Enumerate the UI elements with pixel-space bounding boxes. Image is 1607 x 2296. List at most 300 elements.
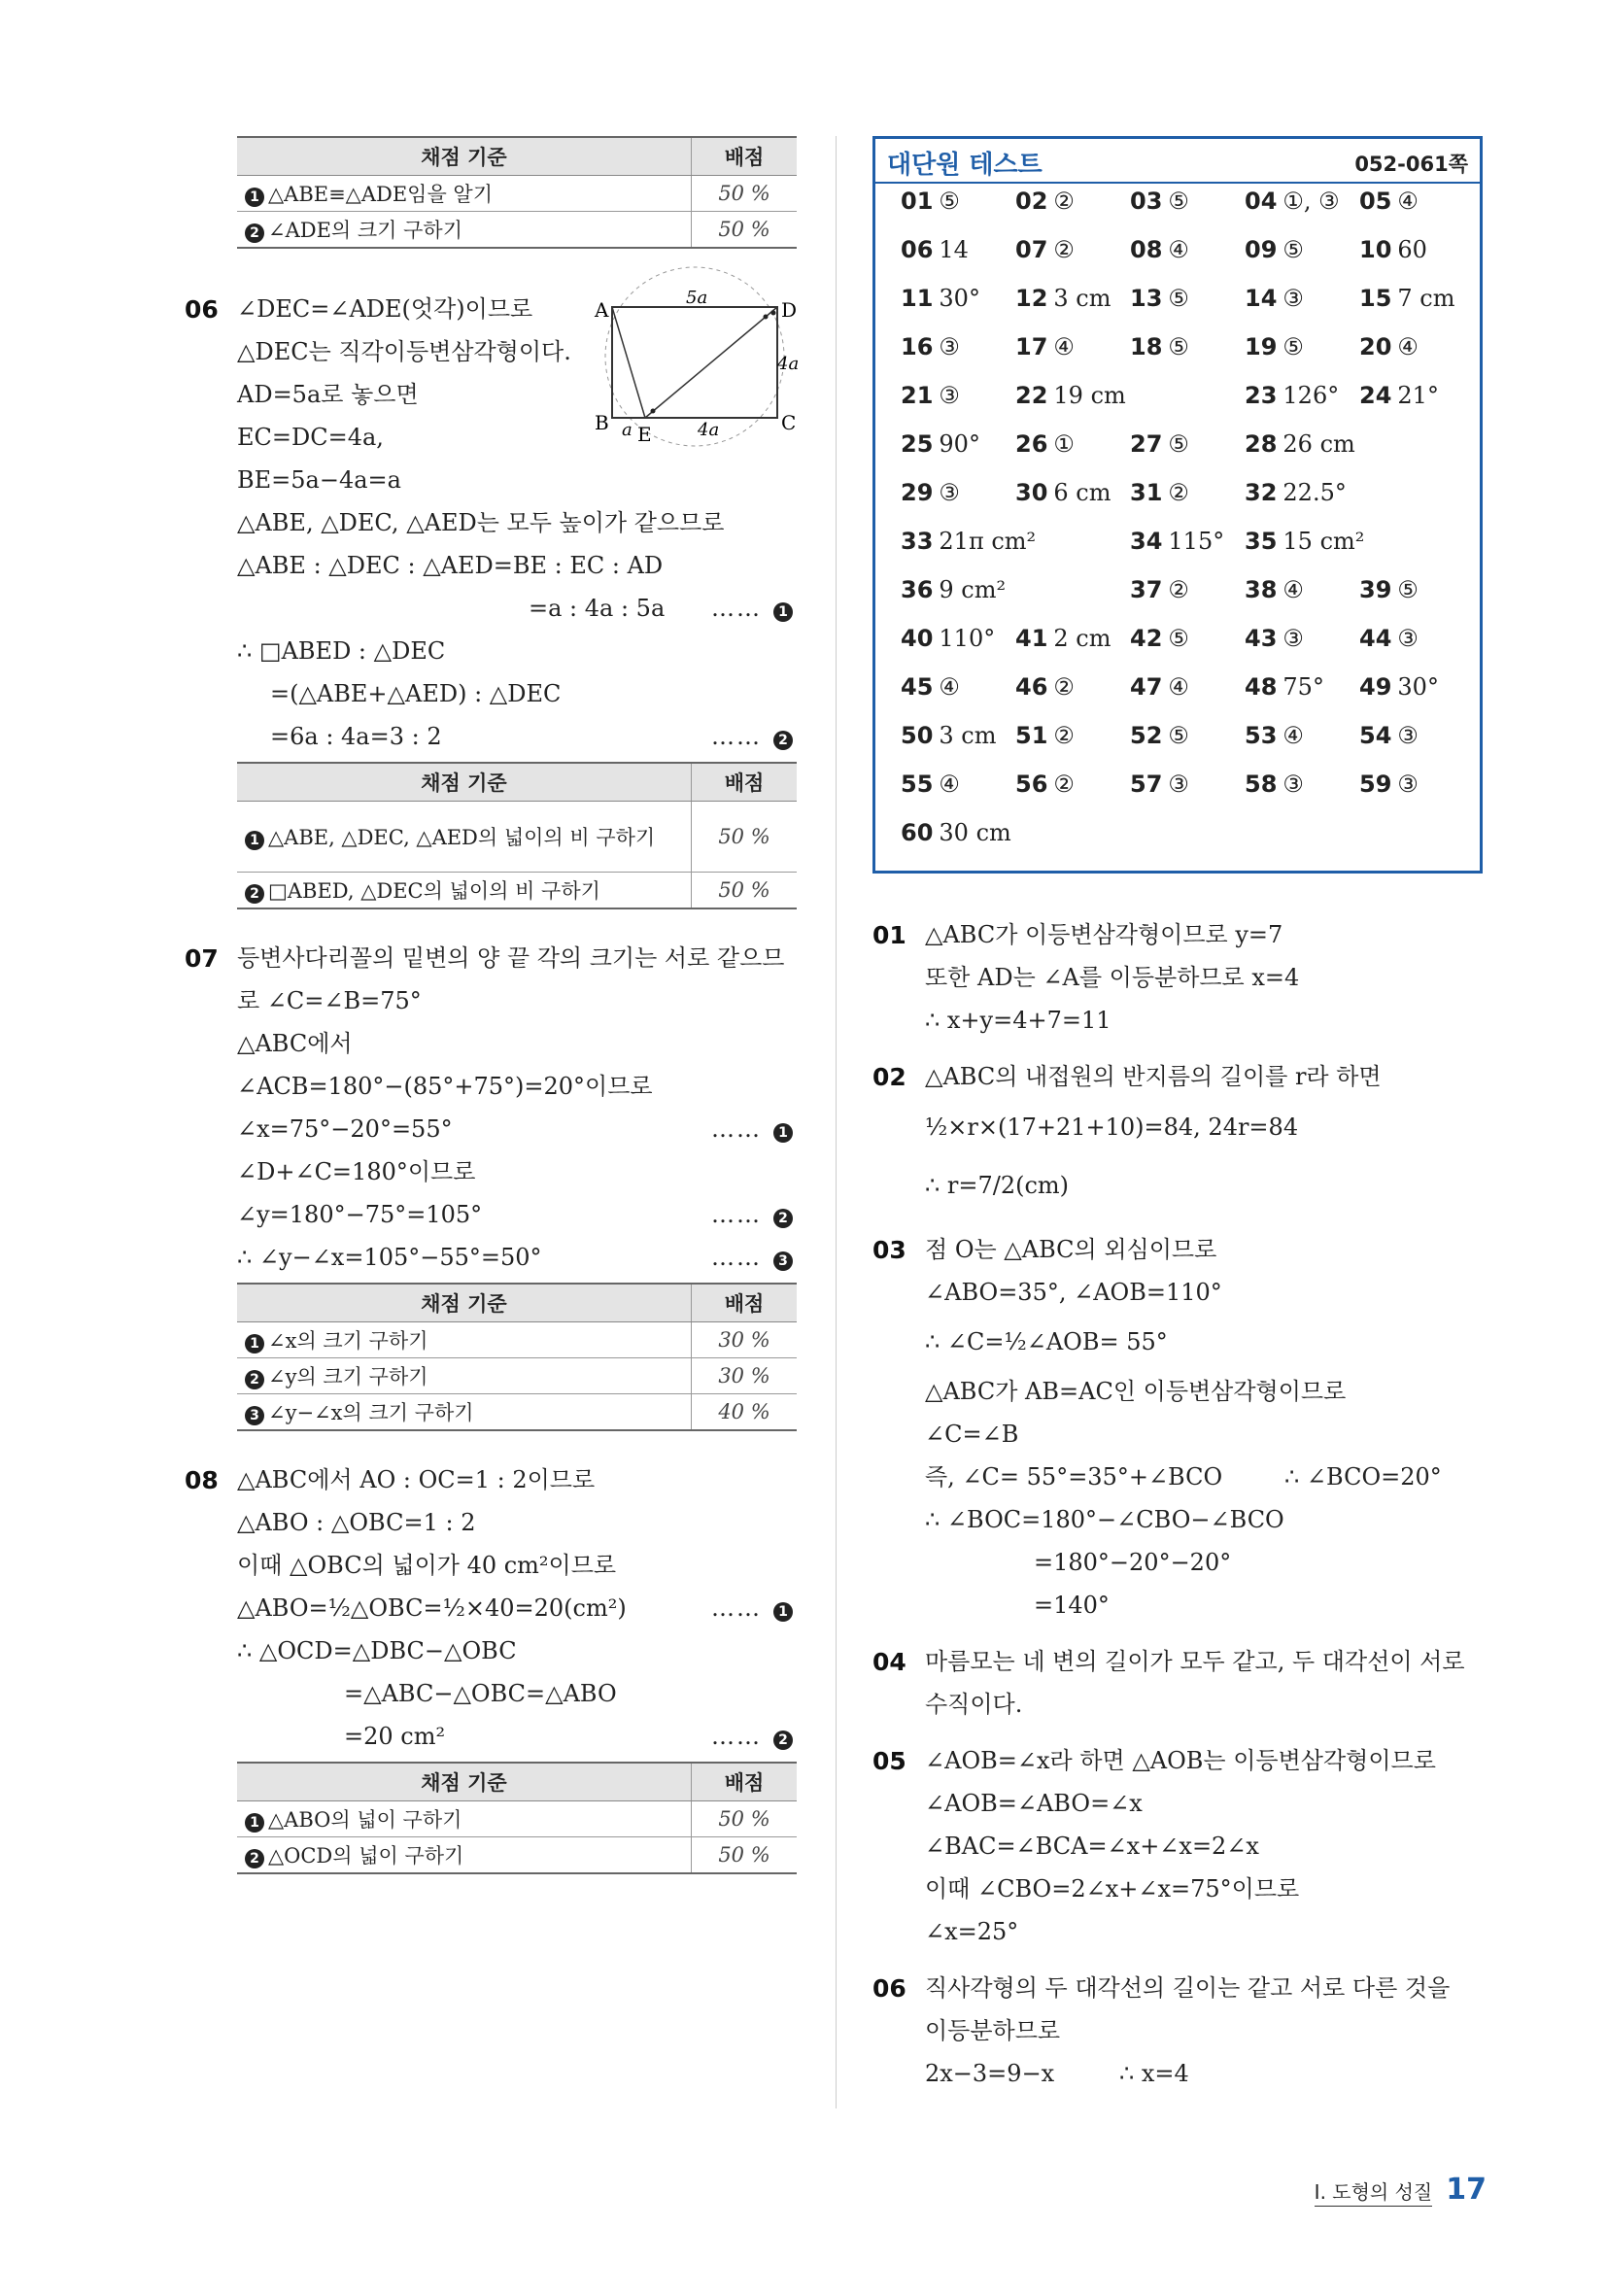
criteria-table-08 bbox=[237, 1762, 797, 1874]
solution-line: 로 ∠C=∠B=75° bbox=[237, 987, 422, 1014]
criteria-text: ∠x의 크기 구하기 bbox=[268, 1329, 428, 1353]
solution-line: ∠AOB=∠ABO=∠x bbox=[925, 1790, 1143, 1817]
answer-number: 36 bbox=[901, 576, 934, 603]
points-header: 배점 bbox=[692, 1284, 798, 1322]
answer-number: 46 bbox=[1015, 673, 1048, 701]
solution-line bbox=[237, 1108, 797, 1150]
answer-number: 29 bbox=[901, 479, 934, 506]
answer-number: 41 bbox=[1015, 625, 1048, 652]
answer-number: 03 bbox=[1130, 188, 1163, 215]
answer-number: 45 bbox=[901, 673, 934, 701]
solution-line bbox=[237, 1715, 797, 1758]
answer-number: 37 bbox=[1130, 576, 1163, 603]
solution-line: △ABC에서 AO : OC=1 : 2이므로 bbox=[237, 1466, 596, 1493]
label-right: 4a bbox=[777, 354, 800, 374]
answer-item bbox=[1245, 285, 1304, 312]
problem-number: 08 bbox=[185, 1466, 219, 1494]
criteria-text: △ABE≡△ADE임을 알기 bbox=[268, 183, 493, 206]
answer-number: 27 bbox=[1130, 430, 1163, 458]
answer-value: 22.5° bbox=[1282, 479, 1347, 506]
answer-value: ⑤ bbox=[1168, 188, 1189, 215]
answer-item bbox=[901, 430, 980, 458]
answer-item bbox=[1245, 382, 1339, 409]
solution-line: AD=5a로 놓으면 bbox=[237, 381, 419, 408]
answer-item bbox=[1245, 528, 1364, 555]
solution-03 bbox=[872, 1228, 1487, 1627]
answer-value: ④ bbox=[1053, 333, 1075, 360]
solution-line: ∠BAC=∠BCA=∠x+∠x=2∠x bbox=[925, 1833, 1259, 1860]
table-row bbox=[237, 1358, 797, 1394]
answer-item bbox=[1245, 479, 1347, 506]
criteria-table-05 bbox=[237, 136, 797, 249]
solution-05 bbox=[872, 1739, 1487, 1953]
points-value: 30 % bbox=[692, 1358, 798, 1394]
answer-item bbox=[901, 236, 969, 263]
answer-number: 02 bbox=[1015, 188, 1048, 215]
answer-item bbox=[1015, 479, 1111, 506]
answer-item bbox=[1245, 722, 1304, 749]
answer-item bbox=[1130, 236, 1189, 263]
solution-line: ∴ x+y=4+7=11 bbox=[925, 1007, 1111, 1034]
answer-item bbox=[1130, 576, 1189, 603]
points-value: 50 % bbox=[692, 176, 798, 212]
answer-value: ③ bbox=[1397, 625, 1419, 652]
step-mark: …… 1 bbox=[711, 1108, 797, 1150]
solution-line bbox=[237, 715, 797, 758]
label-br: 4a bbox=[698, 420, 720, 440]
answer-number: 58 bbox=[1245, 771, 1278, 798]
answer-number: 38 bbox=[1245, 576, 1278, 603]
label-E: E bbox=[637, 423, 652, 446]
table-row bbox=[237, 176, 797, 212]
answer-item bbox=[1015, 285, 1111, 312]
step-badge: 1 bbox=[245, 1813, 264, 1833]
step-badge: 2 bbox=[773, 731, 793, 750]
answer-item bbox=[1359, 382, 1439, 409]
criteria-table-07 bbox=[237, 1283, 797, 1431]
answer-item bbox=[1130, 625, 1189, 652]
answer-number: 55 bbox=[901, 771, 934, 798]
step-badge: 1 bbox=[245, 831, 264, 850]
answer-value: ④ bbox=[1397, 188, 1419, 215]
answer-number: 07 bbox=[1015, 236, 1048, 263]
answer-number: 57 bbox=[1130, 771, 1163, 798]
answer-number: 14 bbox=[1245, 285, 1278, 312]
solution-text: 2x−3=9−x bbox=[925, 2060, 1055, 2087]
step-badge: 3 bbox=[773, 1251, 793, 1271]
solution-line: ∴ ∠BOC=180°−∠CBO−∠BCO bbox=[925, 1506, 1284, 1533]
solution-line: △DEC는 직각이등변삼각형이다. bbox=[237, 338, 571, 365]
solution-text: =20 cm² bbox=[344, 1723, 446, 1750]
solution-line: △ABE : △DEC : △AED=BE : EC : AD bbox=[237, 552, 664, 579]
answer-value: ③ bbox=[939, 333, 960, 360]
answer-item bbox=[1015, 236, 1075, 263]
solution-line: ∠D+∠C=180°이므로 bbox=[237, 1158, 476, 1185]
answer-number: 25 bbox=[901, 430, 934, 458]
problem-number: 04 bbox=[872, 1648, 906, 1676]
step-badge: 2 bbox=[245, 1849, 264, 1868]
column-divider bbox=[836, 136, 837, 2108]
answer-number: 40 bbox=[901, 625, 934, 652]
solution-line: 또한 AD는 ∠A를 이등분하므로 x=4 bbox=[925, 964, 1300, 991]
answer-value: 21π cm² bbox=[939, 528, 1037, 555]
criteria-text: ∠ADE의 크기 구하기 bbox=[268, 219, 462, 242]
solution-line: ∴ r=7/2(cm) bbox=[925, 1172, 1070, 1199]
answer-value: ⑤ bbox=[1168, 285, 1189, 312]
right-solutions bbox=[872, 913, 1487, 2095]
table-row bbox=[237, 1837, 797, 1874]
solution-line: =△ABC−△OBC=△ABO bbox=[344, 1680, 617, 1707]
section-title: Ⅰ. 도형의 성질 bbox=[1315, 2180, 1433, 2207]
left-column bbox=[185, 136, 800, 1874]
answer-number: 49 bbox=[1359, 673, 1392, 701]
answer-value: ② bbox=[1053, 236, 1075, 263]
solution-line bbox=[237, 587, 797, 630]
answer-item bbox=[901, 382, 960, 409]
answer-item bbox=[1359, 188, 1419, 215]
step-mark: …… 3 bbox=[711, 1236, 797, 1279]
label-B: B bbox=[595, 411, 609, 434]
answer-value: 14 bbox=[939, 236, 969, 263]
solution-text: =a : 4a : 5a bbox=[529, 595, 666, 622]
answer-number: 56 bbox=[1015, 771, 1048, 798]
answer-item bbox=[1130, 771, 1189, 798]
answer-item bbox=[1130, 479, 1189, 506]
solution-line: =(△ABE+△AED) : △DEC bbox=[270, 680, 562, 707]
solution-line: 수직이다. bbox=[925, 1691, 1023, 1718]
points-value: 50 % bbox=[692, 1801, 798, 1837]
solution-line: EC=DC=4a, bbox=[237, 424, 384, 451]
answer-item bbox=[1359, 285, 1455, 312]
solution-line: △ABC의 내접원의 반지름의 길이를 r라 하면 bbox=[925, 1063, 1382, 1090]
step-badge: 2 bbox=[773, 1209, 793, 1228]
problem-number: 06 bbox=[185, 295, 219, 324]
solution-text: ∴ ∠BCO=20° bbox=[1284, 1463, 1442, 1491]
answer-item bbox=[1359, 625, 1419, 652]
answer-number: 13 bbox=[1130, 285, 1163, 312]
answer-item bbox=[1359, 236, 1427, 263]
answer-item bbox=[1130, 528, 1224, 555]
answer-value: ③ bbox=[1282, 285, 1304, 312]
table-row bbox=[237, 1322, 797, 1358]
answer-number: 59 bbox=[1359, 771, 1392, 798]
solution-line: 이때 △OBC의 넓이가 40 cm²이므로 bbox=[237, 1552, 617, 1579]
answer-value: 115° bbox=[1168, 528, 1225, 555]
answer-number: 05 bbox=[1359, 188, 1392, 215]
answer-value: 6 cm bbox=[1053, 479, 1111, 506]
unit-test-answer-box bbox=[872, 136, 1483, 874]
answer-item bbox=[1245, 771, 1304, 798]
answer-value: ③ bbox=[1282, 625, 1304, 652]
answer-value: ⑤ bbox=[1168, 625, 1189, 652]
answer-number: 08 bbox=[1130, 236, 1163, 263]
table-row bbox=[237, 802, 797, 873]
answer-item bbox=[901, 819, 1011, 846]
label-C: C bbox=[781, 411, 797, 434]
solution-04 bbox=[872, 1640, 1487, 1726]
step-mark: …… 1 bbox=[711, 587, 797, 630]
answer-value: ④ bbox=[1282, 722, 1304, 749]
answer-item bbox=[1130, 188, 1189, 215]
answer-value: ③ bbox=[1168, 771, 1189, 798]
answer-value: ④ bbox=[1282, 576, 1304, 603]
answer-item bbox=[901, 771, 960, 798]
solution-line: ∴ ∠C=½∠AOB= 55° bbox=[925, 1328, 1168, 1355]
answer-value: ⑤ bbox=[1282, 236, 1304, 263]
solution-line: △ABO : △OBC=1 : 2 bbox=[237, 1509, 476, 1536]
answer-value: 2 cm bbox=[1053, 625, 1111, 652]
answer-number: 17 bbox=[1015, 333, 1048, 360]
problem-number: 06 bbox=[872, 1974, 906, 2003]
problem-number: 03 bbox=[872, 1236, 906, 1264]
page-number: 17 bbox=[1446, 2173, 1487, 2207]
answer-value: ⑤ bbox=[939, 188, 960, 215]
answer-value: 60 bbox=[1397, 236, 1427, 263]
answer-item bbox=[901, 576, 1006, 603]
answer-item bbox=[1245, 576, 1304, 603]
step-badge: 1 bbox=[773, 602, 793, 622]
step-badge: 2 bbox=[245, 223, 264, 243]
answer-value: ④ bbox=[1397, 333, 1419, 360]
step-badge: 2 bbox=[773, 1731, 793, 1750]
answer-value: 30° bbox=[939, 285, 980, 312]
solution-line: =180°−20°−20° bbox=[1034, 1549, 1232, 1576]
answer-item bbox=[901, 333, 960, 360]
solution-line: BE=5a−4a=a bbox=[237, 466, 401, 494]
answer-item bbox=[1015, 625, 1111, 652]
answer-value: 75° bbox=[1282, 673, 1324, 701]
answer-item bbox=[1245, 430, 1355, 458]
solution-line: ∠AOB=∠x라 하면 △AOB는 이등변삼각형이므로 bbox=[925, 1747, 1436, 1774]
criteria-text: □ABED, △DEC의 넓이의 비 구하기 bbox=[268, 879, 600, 903]
table-row bbox=[237, 1801, 797, 1837]
solution-line bbox=[925, 1456, 1487, 1498]
solution-line: 이때 ∠CBO=2∠x+∠x=75°이므로 bbox=[925, 1875, 1300, 1902]
answer-value: ② bbox=[1053, 771, 1075, 798]
answer-item bbox=[901, 625, 995, 652]
answer-number: 54 bbox=[1359, 722, 1392, 749]
answer-value: ③ bbox=[939, 382, 960, 409]
answer-number: 12 bbox=[1015, 285, 1048, 312]
points-value: 50 % bbox=[692, 1837, 798, 1874]
criteria-text: ∠y−∠x의 크기 구하기 bbox=[268, 1401, 474, 1424]
solution-line: ½×r×(17+21+10)=84, 24r=84 bbox=[925, 1114, 1299, 1141]
answer-item bbox=[1015, 673, 1075, 701]
answer-value: ③ bbox=[1397, 771, 1419, 798]
points-header: 배점 bbox=[692, 763, 798, 802]
answer-number: 33 bbox=[901, 528, 934, 555]
answer-number: 30 bbox=[1015, 479, 1048, 506]
solution-line: 점 O는 △ABC의 외심이므로 bbox=[925, 1236, 1217, 1263]
points-value: 50 % bbox=[692, 802, 798, 873]
answer-value: ③ bbox=[939, 479, 960, 506]
answer-number: 10 bbox=[1359, 236, 1392, 263]
answer-item bbox=[1245, 333, 1304, 360]
answer-item bbox=[901, 188, 960, 215]
answer-value: 19 cm bbox=[1053, 382, 1126, 409]
solution-line: =140° bbox=[1034, 1592, 1110, 1619]
answer-item bbox=[1130, 430, 1189, 458]
answer-number: 60 bbox=[901, 819, 934, 846]
answer-item bbox=[901, 673, 960, 701]
answer-value: 3 cm bbox=[939, 722, 997, 749]
table-row bbox=[237, 212, 797, 249]
answer-value: ④ bbox=[1168, 673, 1189, 701]
criteria-text: △ABE, △DEC, △AED의 넓이의 비 구하기 bbox=[268, 826, 656, 849]
criteria-header: 채점 기준 bbox=[237, 137, 692, 176]
answer-item bbox=[1130, 722, 1189, 749]
step-badge: 1 bbox=[773, 1602, 793, 1622]
answer-value: 9 cm² bbox=[939, 576, 1007, 603]
solution-line: ∴ □ABED : △DEC bbox=[237, 637, 446, 665]
answer-item bbox=[1359, 771, 1419, 798]
solution-line: ∠DEC=∠ADE(엇각)이므로 bbox=[237, 295, 533, 323]
answer-item bbox=[1015, 430, 1075, 458]
answer-number: 21 bbox=[901, 382, 934, 409]
answer-number: 42 bbox=[1130, 625, 1163, 652]
answer-value: 110° bbox=[939, 625, 996, 652]
answer-number: 53 bbox=[1245, 722, 1278, 749]
answer-value: 126° bbox=[1282, 382, 1340, 409]
answer-item bbox=[1015, 771, 1075, 798]
answer-item bbox=[1245, 188, 1340, 215]
step-mark: …… 2 bbox=[711, 1715, 797, 1758]
answer-number: 44 bbox=[1359, 625, 1392, 652]
solution-line: ∴ △OCD=△DBC−△OBC bbox=[237, 1637, 517, 1664]
solution-text: ∠y=180°−75°=105° bbox=[237, 1201, 483, 1228]
answer-item bbox=[1245, 625, 1304, 652]
answer-item bbox=[1245, 673, 1324, 701]
answer-number: 50 bbox=[901, 722, 934, 749]
answer-item bbox=[1130, 673, 1189, 701]
label-A: A bbox=[595, 298, 609, 322]
problem-number: 05 bbox=[872, 1747, 906, 1775]
criteria-table-06 bbox=[237, 762, 797, 909]
answer-number: 16 bbox=[901, 333, 934, 360]
solution-line: △ABC가 이등변삼각형이므로 y=7 bbox=[925, 921, 1283, 948]
answer-number: 24 bbox=[1359, 382, 1392, 409]
solution-text: ∠x=75°−20°=55° bbox=[237, 1115, 453, 1143]
answer-number: 35 bbox=[1245, 528, 1278, 555]
label-D: D bbox=[781, 298, 798, 322]
answer-item bbox=[1359, 576, 1419, 603]
answer-number: 51 bbox=[1015, 722, 1048, 749]
solution-line: 이등분하므로 bbox=[925, 2017, 1061, 2044]
answer-value: ③ bbox=[1282, 771, 1304, 798]
points-header: 배점 bbox=[692, 137, 798, 176]
criteria-header: 채점 기준 bbox=[237, 1284, 692, 1322]
answer-number: 43 bbox=[1245, 625, 1278, 652]
answer-value: ④ bbox=[939, 673, 960, 701]
solution-line: ∠ACB=180°−(85°+75°)=20°이므로 bbox=[237, 1073, 653, 1100]
answer-number: 48 bbox=[1245, 673, 1278, 701]
answer-number: 28 bbox=[1245, 430, 1278, 458]
answer-value: ④ bbox=[939, 771, 960, 798]
answer-number: 34 bbox=[1130, 528, 1163, 555]
solution-line: 직사각형의 두 대각선의 길이는 같고 서로 다른 것을 bbox=[925, 1974, 1451, 2002]
answer-item bbox=[1015, 333, 1075, 360]
points-header: 배점 bbox=[692, 1763, 798, 1801]
answer-value: ③ bbox=[1397, 722, 1419, 749]
answer-value: ⑤ bbox=[1397, 576, 1419, 603]
solution-line: 등변사다리꼴의 밑변의 양 끝 각의 크기는 서로 같으므 bbox=[237, 944, 785, 972]
answer-value: ⑤ bbox=[1282, 333, 1304, 360]
page-footer bbox=[1315, 2173, 1487, 2207]
answer-item bbox=[1245, 236, 1304, 263]
problem-number: 07 bbox=[185, 944, 219, 973]
table-row bbox=[237, 1394, 797, 1431]
points-value: 50 % bbox=[692, 212, 798, 249]
problem-06 bbox=[185, 288, 800, 758]
test-title: 대단원 테스트 bbox=[887, 151, 1043, 180]
problem-number: 01 bbox=[872, 921, 906, 949]
solution-line: ∠ABO=35°, ∠AOB=110° bbox=[925, 1279, 1222, 1306]
right-column bbox=[872, 136, 1487, 2087]
test-page-range: 052-061쪽 bbox=[1354, 153, 1468, 176]
answer-item bbox=[901, 479, 960, 506]
solution-01 bbox=[872, 913, 1487, 1042]
answer-item bbox=[901, 528, 1036, 555]
answer-value: ⑤ bbox=[1168, 333, 1189, 360]
solution-text: △ABO=½△OBC=½×40=20(cm²) bbox=[237, 1594, 627, 1622]
criteria-text: △ABO의 넓이 구하기 bbox=[268, 1808, 462, 1832]
step-mark: …… 2 bbox=[711, 1193, 797, 1236]
answer-value: 7 cm bbox=[1397, 285, 1455, 312]
step-badge: 1 bbox=[773, 1123, 793, 1143]
answer-number: 01 bbox=[901, 188, 934, 215]
criteria-text: △OCD의 넓이 구하기 bbox=[268, 1844, 464, 1868]
problem-07 bbox=[185, 937, 797, 1279]
answer-value: 3 cm bbox=[1053, 285, 1111, 312]
problem-08 bbox=[185, 1458, 797, 1758]
answer-number: 20 bbox=[1359, 333, 1392, 360]
points-value: 40 % bbox=[692, 1394, 798, 1431]
criteria-text: ∠y의 크기 구하기 bbox=[268, 1365, 428, 1388]
step-badge: 2 bbox=[245, 1370, 264, 1389]
solution-line bbox=[925, 2052, 1487, 2095]
solution-02 bbox=[872, 1055, 1487, 1215]
answer-value: 26 cm bbox=[1282, 430, 1355, 458]
answer-item bbox=[1359, 673, 1439, 701]
answer-value: ② bbox=[1168, 479, 1189, 506]
answer-item bbox=[1015, 382, 1126, 409]
answer-number: 26 bbox=[1015, 430, 1048, 458]
step-badge: 1 bbox=[245, 1334, 264, 1354]
solution-line: 마름모는 네 변의 길이가 모두 같고, 두 대각선이 서로 bbox=[925, 1648, 1465, 1675]
criteria-header: 채점 기준 bbox=[237, 763, 692, 802]
label-bl: a bbox=[622, 420, 633, 440]
answer-number: 32 bbox=[1245, 479, 1278, 506]
solution-text: 즉, ∠C= 55°=35°+∠BCO bbox=[925, 1463, 1223, 1491]
solution-text: ∴ x=4 bbox=[1119, 2060, 1189, 2087]
answer-number: 19 bbox=[1245, 333, 1278, 360]
step-mark: …… 1 bbox=[711, 1587, 797, 1629]
table-row bbox=[237, 873, 797, 909]
solution-text: ∴ ∠y−∠x=105°−55°=50° bbox=[237, 1244, 542, 1271]
answer-item bbox=[1359, 722, 1419, 749]
answer-item bbox=[901, 285, 980, 312]
solution-line: △ABE, △DEC, △AED는 모두 높이가 같으므로 bbox=[237, 509, 725, 536]
answer-value: ② bbox=[1053, 188, 1075, 215]
problem-number: 02 bbox=[872, 1063, 906, 1091]
points-value: 50 % bbox=[692, 873, 798, 909]
answer-value: ①, ③ bbox=[1282, 188, 1340, 215]
solution-06 bbox=[872, 1967, 1487, 2095]
answer-number: 52 bbox=[1130, 722, 1163, 749]
label-top: 5a bbox=[686, 288, 708, 308]
answer-number: 09 bbox=[1245, 236, 1278, 263]
answer-value: 30° bbox=[1397, 673, 1439, 701]
